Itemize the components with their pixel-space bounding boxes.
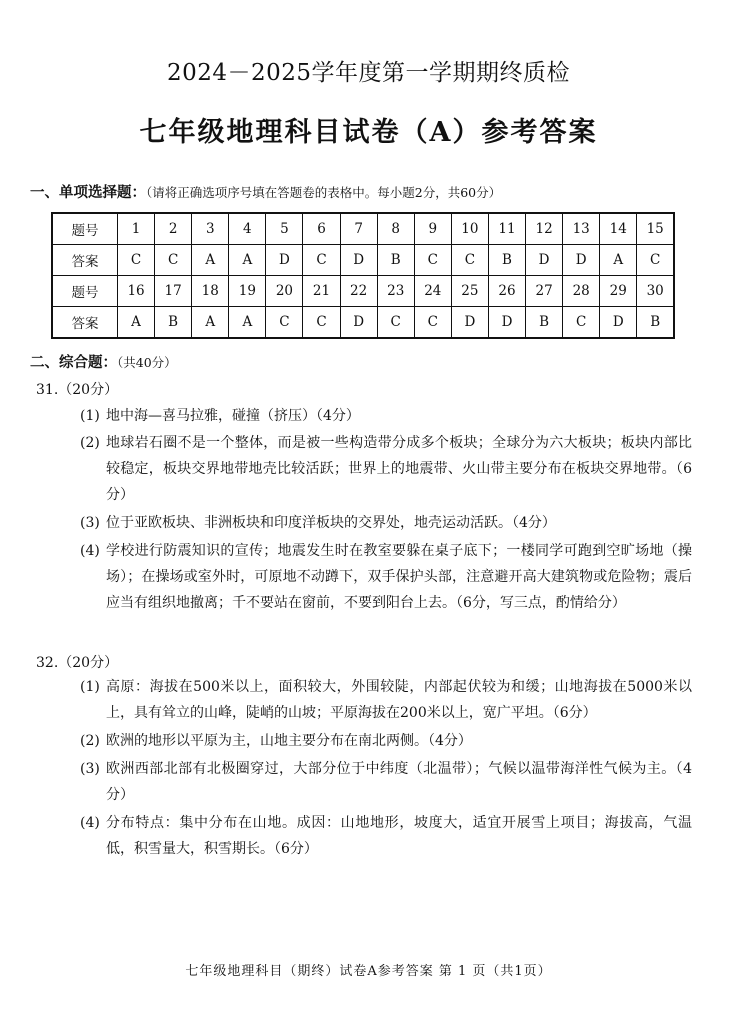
row-label-answer: 答案 — [52, 307, 118, 339]
question-number: 21 — [303, 276, 340, 307]
question-number: 23 — [377, 276, 414, 307]
question-number: 17 — [155, 276, 192, 307]
question-number: 27 — [526, 276, 563, 307]
question-number: 15 — [637, 213, 674, 245]
row-label-question: 题号 — [52, 213, 118, 245]
question-number: 1 — [118, 213, 155, 245]
question-number: 19 — [229, 276, 266, 307]
question-number: 30 — [637, 276, 674, 307]
item-text: 地中海—喜马拉雅，碰撞（挤压）（4分） — [106, 408, 360, 424]
answer-cell: D — [451, 307, 488, 339]
question-31-item-4 — [80, 538, 692, 616]
section1-note: （请将正确选项序号填在答题卷的表格中。每小题2分，共60分） — [146, 185, 502, 200]
answer-cell: C — [414, 307, 451, 339]
answer-cell: D — [526, 245, 563, 276]
answer-cell: A — [192, 245, 229, 276]
answer-cell: C — [155, 245, 192, 276]
question-32-item-1 — [80, 674, 692, 726]
question-number: 4 — [229, 213, 266, 245]
question-number: 11 — [488, 213, 525, 245]
question-number: 28 — [563, 276, 600, 307]
question-number: 9 — [414, 213, 451, 245]
item-number: (2) — [80, 733, 100, 749]
answer-cell: B — [155, 307, 192, 339]
table-row-answers-2 — [52, 307, 674, 339]
answer-cell: D — [340, 307, 377, 339]
section2-heading-line — [30, 351, 177, 372]
section2-note: （共40分） — [117, 355, 177, 370]
question-number: 24 — [414, 276, 451, 307]
item-number: (1) — [80, 408, 100, 424]
item-text: 分布特点：集中分布在山地。成因：山地地形，坡度大，适宜开展雪上项目；海拔高，气温低，积雪量大，积雪期长。（6分） — [106, 815, 692, 857]
question-number: 18 — [192, 276, 229, 307]
question-32-heading: 32.（20分） — [36, 655, 119, 671]
answer-cell: C — [266, 307, 303, 339]
item-number: (4) — [80, 815, 100, 831]
question-number: 3 — [192, 213, 229, 245]
answer-cell: C — [118, 245, 155, 276]
answer-cell: C — [637, 245, 674, 276]
question-31-item-2 — [80, 430, 692, 508]
answer-cell: A — [118, 307, 155, 339]
question-number: 10 — [451, 213, 488, 245]
section1-heading-line — [30, 181, 501, 202]
item-text: 地球岩石圈不是一个整体，而是被一些构造带分成多个板块；全球分为六大板块；板块内部比较稳定，板块交界地带地壳比较活跃；世界上的地震带、火山带主要分布在板块交界地带。（6分） — [106, 435, 692, 503]
question-number: 5 — [266, 213, 303, 245]
item-number: (4) — [80, 543, 100, 559]
question-number: 2 — [155, 213, 192, 245]
item-text: 欧洲的地形以平原为主，山地主要分布在南北两侧。（4分） — [106, 733, 472, 749]
answer-cell: D — [600, 307, 637, 339]
row-label-question: 题号 — [52, 276, 118, 307]
question-32-item-2 — [80, 728, 692, 754]
question-number: 14 — [600, 213, 637, 245]
question-number: 22 — [340, 276, 377, 307]
answer-key-title: 七年级地理科目试卷（A）参考答案 — [139, 117, 598, 148]
question-31-item-3 — [80, 510, 692, 536]
question-31-item-1 — [80, 403, 692, 429]
answer-cell: D — [340, 245, 377, 276]
section1-heading: 一、单项选择题： — [30, 184, 146, 201]
table-row-numbers-2 — [52, 276, 674, 307]
table-row-answers-1 — [52, 245, 674, 276]
question-number: 12 — [526, 213, 563, 245]
answer-cell: A — [600, 245, 637, 276]
item-number: (2) — [80, 435, 100, 451]
answer-table — [51, 212, 675, 339]
item-text: 学校进行防震知识的宣传；地震发生时在教室要躲在桌子底下；一楼同学可跑到空旷场地（操场）；在操场或室外时，可原地不动蹲下，双手保护头部，注意避开高大建筑物或危险物；震后应当有组织地撤离；千不要站在窗前，不要到阳台上去。（6分，写三点，酌情给分） — [106, 543, 692, 611]
item-number: (3) — [80, 515, 100, 531]
question-number: 29 — [600, 276, 637, 307]
question-number: 26 — [488, 276, 525, 307]
item-text: 高原：海拔在500米以上，面积较大，外围较陡，内部起伏较为和缓；山地海拔在5000米以上，具有耸立的山峰，陡峭的山坡；平原海拔在200米以上，宽广平坦。（6分） — [106, 679, 692, 721]
question-number: 20 — [266, 276, 303, 307]
answer-cell: B — [377, 245, 414, 276]
question-number: 6 — [303, 213, 340, 245]
question-32-item-3 — [80, 756, 692, 808]
section2-heading: 二、综合题： — [30, 354, 117, 371]
question-number: 25 — [451, 276, 488, 307]
exam-period-title: 2024－2025学年度第一学期期终质检 — [166, 60, 571, 86]
table-row-numbers-1 — [52, 213, 674, 245]
page-footer: 七年级地理科目（期终）试卷A参考答案 第 1 页（共1页） — [185, 964, 552, 979]
question-32-item-4 — [80, 810, 692, 862]
answer-cell: C — [563, 307, 600, 339]
answer-cell: C — [303, 245, 340, 276]
answer-cell: D — [266, 245, 303, 276]
question-number: 8 — [377, 213, 414, 245]
question-31-heading: 31.（20分） — [36, 382, 119, 398]
answer-cell: C — [303, 307, 340, 339]
question-number: 16 — [118, 276, 155, 307]
row-label-answer: 答案 — [52, 245, 118, 276]
answer-cell: D — [488, 307, 525, 339]
answer-cell: A — [229, 245, 266, 276]
answer-cell: B — [526, 307, 563, 339]
item-text: 欧洲西部北部有北极圈穿过，大部分位于中纬度（北温带）；气候以温带海洋性气候为主。（4分） — [106, 761, 692, 803]
item-text: 位于亚欧板块、非洲板块和印度洋板块的交界处，地壳运动活跃。（4分） — [106, 515, 556, 531]
answer-cell: D — [563, 245, 600, 276]
answer-cell: C — [451, 245, 488, 276]
question-number: 13 — [563, 213, 600, 245]
answer-cell: B — [488, 245, 525, 276]
question-number: 7 — [340, 213, 377, 245]
answer-cell: B — [637, 307, 674, 339]
answer-cell: C — [414, 245, 451, 276]
answer-cell: C — [377, 307, 414, 339]
item-number: (3) — [80, 761, 100, 777]
item-number: (1) — [80, 679, 100, 695]
answer-cell: A — [192, 307, 229, 339]
answer-cell: A — [229, 307, 266, 339]
